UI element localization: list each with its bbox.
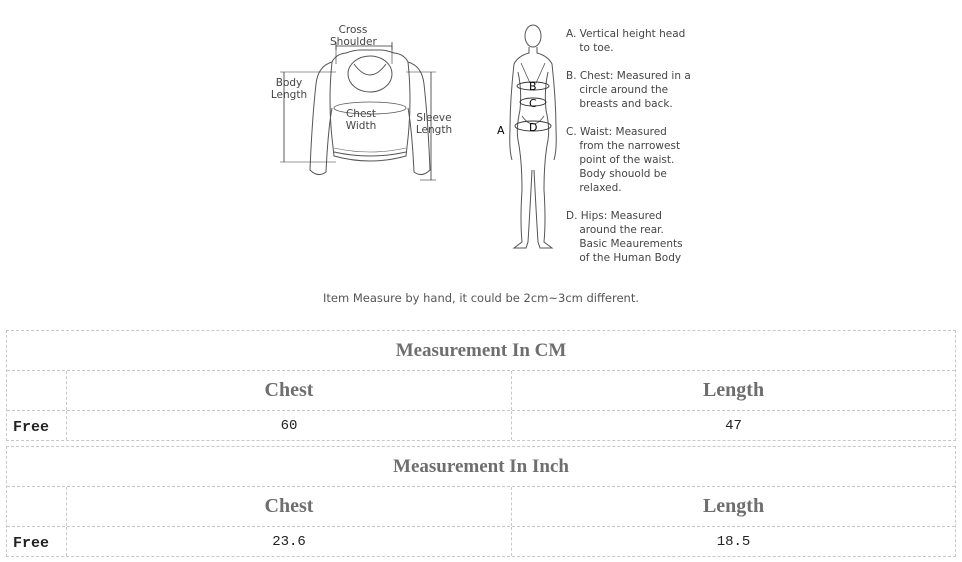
cm-header-chest: Chest bbox=[67, 371, 512, 410]
note-b: B. Chest: Measured in a circle around the breasts and back. bbox=[566, 70, 691, 110]
cm-table bbox=[6, 330, 956, 441]
size-label: Free bbox=[7, 411, 67, 440]
cm-header-empty bbox=[7, 371, 67, 410]
body-figure bbox=[500, 20, 560, 260]
table-row bbox=[7, 527, 955, 556]
size-label: Free bbox=[7, 527, 67, 556]
inch-table-title: Measurement In Inch bbox=[393, 455, 569, 477]
cm-table-header-row bbox=[7, 371, 955, 411]
inch-header-chest: Chest bbox=[67, 487, 512, 526]
chest-value: 60 bbox=[67, 411, 512, 440]
chest-value: 23.6 bbox=[67, 527, 512, 556]
chest-width-label: Chest Width bbox=[345, 108, 377, 132]
note-a: A. Vertical height head to toe. bbox=[566, 28, 686, 54]
body-marker-b: B bbox=[529, 80, 537, 93]
sleeve-length-label: Sleeve Length bbox=[415, 112, 453, 136]
cm-table-title-row bbox=[7, 331, 955, 371]
inch-header-length: Length bbox=[702, 495, 765, 517]
cm-header-length: Length bbox=[702, 379, 765, 401]
table-row bbox=[7, 411, 955, 440]
inch-header-empty bbox=[7, 487, 67, 526]
body-length-label: Body Length bbox=[270, 77, 308, 101]
cross-shoulder-label: Cross Shoulder bbox=[330, 24, 377, 48]
body-marker-a: A bbox=[497, 124, 505, 137]
note-d: D. Hips: Measured around the rear. Basic Meaurements of the Human Body bbox=[566, 210, 683, 264]
length-value: 47 bbox=[725, 417, 742, 434]
measurement-caption: Item Measure by hand, it could be 2cm~3cm different. bbox=[322, 291, 640, 305]
body-marker-d: D bbox=[529, 121, 538, 134]
inch-table bbox=[6, 446, 956, 557]
inch-table-header-row bbox=[7, 487, 955, 527]
body-marker-c: C bbox=[529, 97, 537, 110]
cm-table-title: Measurement In CM bbox=[395, 339, 567, 361]
note-c: C. Waist: Measured from the narrowest point of the waist. Body shouold be relaxed. bbox=[566, 126, 681, 194]
length-value: 18.5 bbox=[716, 533, 751, 550]
inch-table-title-row bbox=[7, 447, 955, 487]
